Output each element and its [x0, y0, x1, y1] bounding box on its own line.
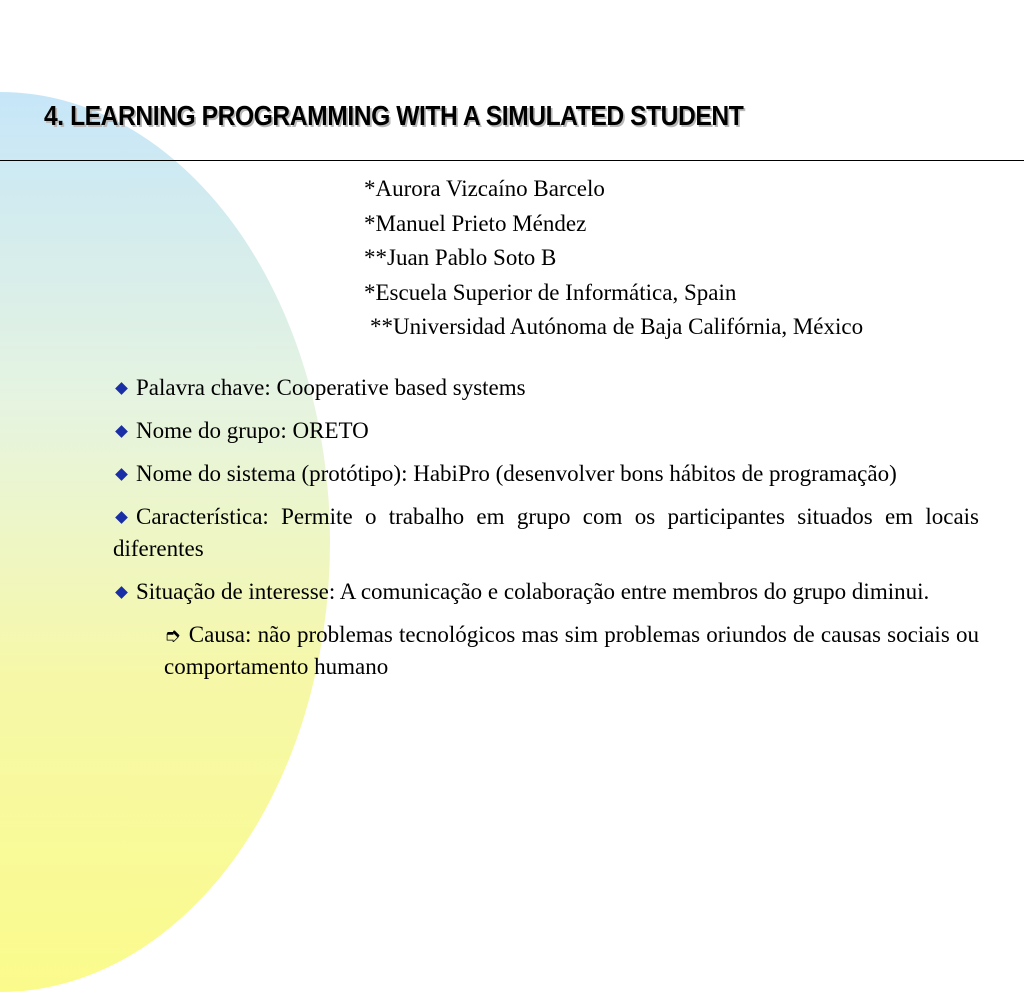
author-line: *Manuel Prieto Méndez: [364, 210, 587, 236]
slide-title: 4. LEARNING PROGRAMMING WITH A SIMULATED STUDENT: [44, 100, 744, 131]
bullet-item: [113, 576, 979, 608]
bullet-item: [113, 372, 979, 404]
bullet-text: Característica: Permite o trabalho em grupo com os participantes situados em locais diferentes: [113, 504, 979, 561]
arrow-icon: ➮: [164, 623, 181, 647]
title-divider: [0, 160, 1024, 161]
bullet-item: [113, 415, 979, 447]
diamond-icon: [115, 511, 128, 524]
sub-bullet-text: Causa: não problemas tecnológicos mas sim problemas oriundos de causas sociais ou comportamento humano: [164, 622, 979, 679]
author-line: **Juan Pablo Soto B: [364, 245, 557, 270]
author-block: [364, 172, 1004, 345]
affiliation-line: **Universidad Autónoma de Baja Califórnia, México: [370, 314, 864, 339]
bullet-text: Nome do grupo: ORETO: [136, 418, 369, 443]
bullet-item: [113, 501, 979, 565]
diamond-icon: [115, 382, 128, 395]
diamond-icon: [115, 425, 128, 438]
bullet-text: Nome do sistema (protótipo): HabiPro (desenvolver bons hábitos de programação): [136, 461, 897, 486]
diamond-icon: [115, 468, 128, 481]
bullet-text: Palavra chave: Cooperative based systems: [136, 375, 526, 400]
sub-bullet-item: [164, 619, 979, 683]
diamond-icon: [115, 586, 128, 599]
bullet-text: Situação de interesse: A comunicação e colaboração entre membros do grupo diminui.: [136, 579, 930, 604]
bullet-item: [113, 458, 979, 490]
author-line: *Aurora Vizcaíno Barcelo: [364, 176, 605, 201]
affiliation-line: *Escuela Superior de Informática, Spain: [364, 279, 737, 305]
bullet-list: [113, 372, 979, 683]
